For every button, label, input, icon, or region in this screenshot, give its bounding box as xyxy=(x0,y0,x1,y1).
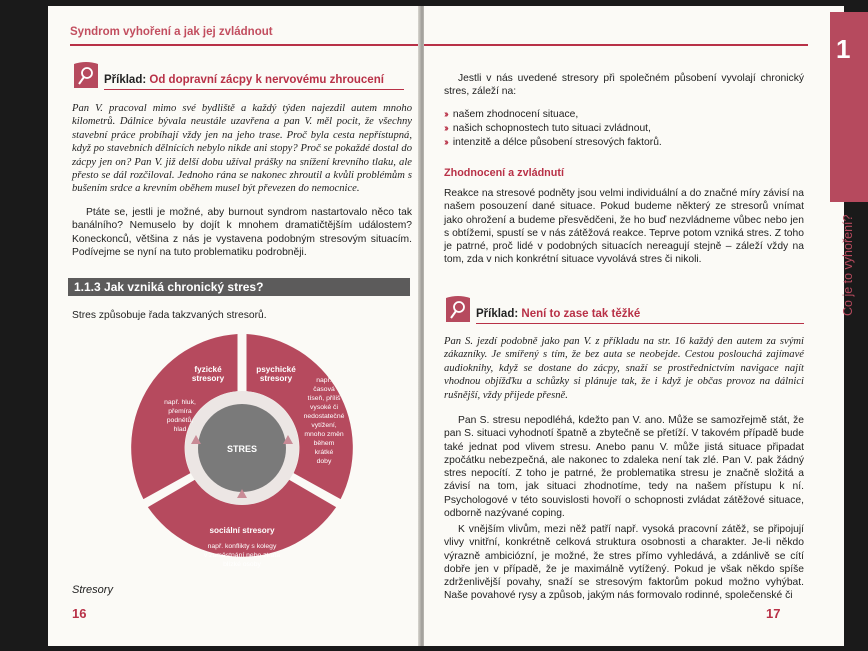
paragraph-3-right: K vnějším vlivům, mezi něž patří např. vysoká pracovní zátěž, se připojují vlivy vnitřní, konkrétně celková struktura osobnosti a charakter. Je-li někdo výrazně ambiciózní, je možné, že stres přímo vyhledává, a zdánlivě se cítí dobře jen v případě, že je maximálně vytížený. Pokud je však někdo spíše zdrženlivější povahy, snaží se stresovým faktorům pokud možno vyhýbat. Naše povahové rysy a způsob, jakým nás formovalo rodinné, společenské či xyxy=(444,524,804,602)
bullet-item xyxy=(444,109,578,120)
subheading: Zhodnocení a zvládnutí xyxy=(444,167,564,179)
example-title: Od dopravní zácpy k nervovému zhroucení xyxy=(149,74,384,86)
bullet-text: našich schopnostech tuto situaci zvládnout, xyxy=(452,123,651,134)
physical-text-4: hlad xyxy=(173,426,187,433)
section-title: 1.1.3 Jak vzniká chronický stres? xyxy=(74,280,264,294)
bullet-item xyxy=(444,123,651,134)
social-text-2: v zaměstnání nebo ztráta xyxy=(203,552,281,559)
paragraph-2-right: Pan S. stresu nepodléhá, kdežto pan V. ano. Může se samozřejmě stát, že pan S. situaci vyhodnotí špatně a zbytečně se přetíží. V takovém případě bude také jednat pod vlivem stresu. Anebo panu V. může jistá situace připadat zpočátku nebezpečná, ale nakonec to zdaleka není tak zlé. Pan V. pak žádný stres nepocítí. Z toho je patrné, že problematika stresu je značně složitá a závisí na tom, jak situaci zhodnotíme, tedy na našem přístupu k ní. Psychologové v této souvislosti hovoří o schopnosti zvládat zátěžové situace, odborně nazývané coping. xyxy=(444,415,804,520)
psychic-text-6: vytížení, xyxy=(311,422,337,429)
example-text-right: Pan S. jezdí podobně jako pan V. z příkladu na str. 16 každý den autem za svými zákazníky. Je smířený s tím, že bez auta se neobejde. Cestou poslouchá zajímavé audioknihy, když se dostane do zácpy, snaží se prostřednictvím navigace najít vhodnou objížďku a schůzky si plánuje tak, že i když je občas provoz na dálnici rušnější, vždy přijede přesně. xyxy=(444,336,804,401)
psychic-text-9: krátké xyxy=(314,449,334,456)
psychic-text-3: tíseň, příliš xyxy=(307,395,341,402)
psychic-text-5: nedostatečné xyxy=(303,413,345,420)
psychic-text-2: časová xyxy=(313,386,335,393)
example-keyword-right: Příklad: xyxy=(476,308,519,320)
section-bar xyxy=(68,278,410,296)
running-head: Syndrom vyhoření a jak jej zvládnout xyxy=(70,26,273,38)
psychic-title-2: stresory xyxy=(259,374,293,383)
physical-text-3: podnětů, xyxy=(166,417,194,424)
side-title xyxy=(834,216,862,316)
bullet-marker-icon: ›› xyxy=(444,109,447,120)
intro-paragraph: Jestli v nás uvedené stresory při společném působení vyvolají chronický stres, záleží na: xyxy=(444,73,804,98)
example-title-right: Není to zase tak těžké xyxy=(521,308,641,320)
psychic-text-10: doby xyxy=(316,458,332,465)
magnifier-icon xyxy=(72,60,100,90)
example-text: Pan V. pracoval mimo své bydliště a každý týden najezdil autem mnoho kilometrů. Dálnice bývala neustále uzavřena a pan V. měl pocit, že všechny stavební práce probíhají vždy jen na jeho trase. Proč byla cesta nepřístupná, když po stavebních dělnících nebylo nikde ani stopy? Proč se pokaždé dostal do zácpy jen on? Pan V. již delší dobu užíval prášky na snížení krevního tlaku, ale přesto se dál rozčiloval. Jednoho rána se nakonec zhroutil a kvůli problémům s bušením srdce a krevním oběhem musel být převezen do nemocnice. xyxy=(72,103,412,195)
bullet-marker-icon: ›› xyxy=(444,137,447,148)
chapter-number: 1 xyxy=(836,34,851,64)
example-rule xyxy=(104,89,404,90)
psychic-title-1: psychické xyxy=(256,365,296,374)
example-heading-right xyxy=(476,308,640,320)
stressor-diagram xyxy=(100,324,430,594)
social-title: sociální stresory xyxy=(209,526,275,535)
physical-title-2: stresory xyxy=(191,374,225,383)
psychic-text-8: během xyxy=(313,440,335,447)
paragraph-1-right: Reakce na stresové podněty jsou velmi individuální a do značné míry závisí na našem posouzení dané situace. Pokud budeme některý ze stresorů vnímat jako ohrožení a budeme přesvědčeni, že ho buď nezvládneme vůbec nebo jen s obtížemi, spustí se v nás zátěžová reakce. Teprve potom vzniká stres. Z toho je patrné, proč lidé v podobných situacích nereagují stejně – záleží vždy na tom, zda v nich konkrétní situace vyvolává stres či nikoli. xyxy=(444,188,804,266)
example-heading xyxy=(104,74,384,86)
bullet-item xyxy=(444,137,662,148)
example-rule-right xyxy=(476,323,804,324)
physical-title-1: fyzické xyxy=(194,365,222,374)
example-keyword: Příklad: xyxy=(104,74,147,86)
bullet-text: našem zhodnocení situace, xyxy=(452,109,579,120)
physical-text-1: např. hluk, xyxy=(164,399,196,406)
social-text-1: např. konflikty s kolegy xyxy=(207,543,277,550)
physical-text-2: přemíra xyxy=(168,408,192,415)
magnifier-icon xyxy=(444,294,472,324)
bullet-text: intenzitě a délce působení stresových faktorů. xyxy=(452,137,662,148)
paragraph-1: Ptáte se, jestli je možné, aby burnout syndrom nastartovalo něco tak banálního? Nemuselo by dojít k mnohem dramatičtějším událostem? Koneckonců, většina z nás je vystavena podobným stresovým situacím. Podívejme se nyní na tuto problematiku podrobněji. xyxy=(72,207,412,258)
bullet-marker-icon: ›› xyxy=(444,123,447,134)
right-page xyxy=(424,6,855,646)
header-rule xyxy=(70,44,420,46)
center-label: STRES xyxy=(226,444,258,454)
figure-caption: Stresory xyxy=(72,584,113,596)
psychic-text-4: vysoké či xyxy=(310,404,338,411)
left-page xyxy=(48,6,420,646)
paragraph-2: Stres způsobuje řada takzvaných stresorů. xyxy=(72,310,267,321)
header-rule-right xyxy=(424,44,808,46)
chapter-tab xyxy=(830,12,868,202)
social-text-3: blízké osoby xyxy=(223,561,261,568)
psychic-text-7: mnoho změn xyxy=(304,431,344,438)
page-number-right: 17 xyxy=(766,606,781,621)
psychic-text-1: např. xyxy=(316,377,332,384)
side-title-text: Co je to vyhoření? xyxy=(841,214,855,316)
page-number-left: 16 xyxy=(72,606,87,621)
